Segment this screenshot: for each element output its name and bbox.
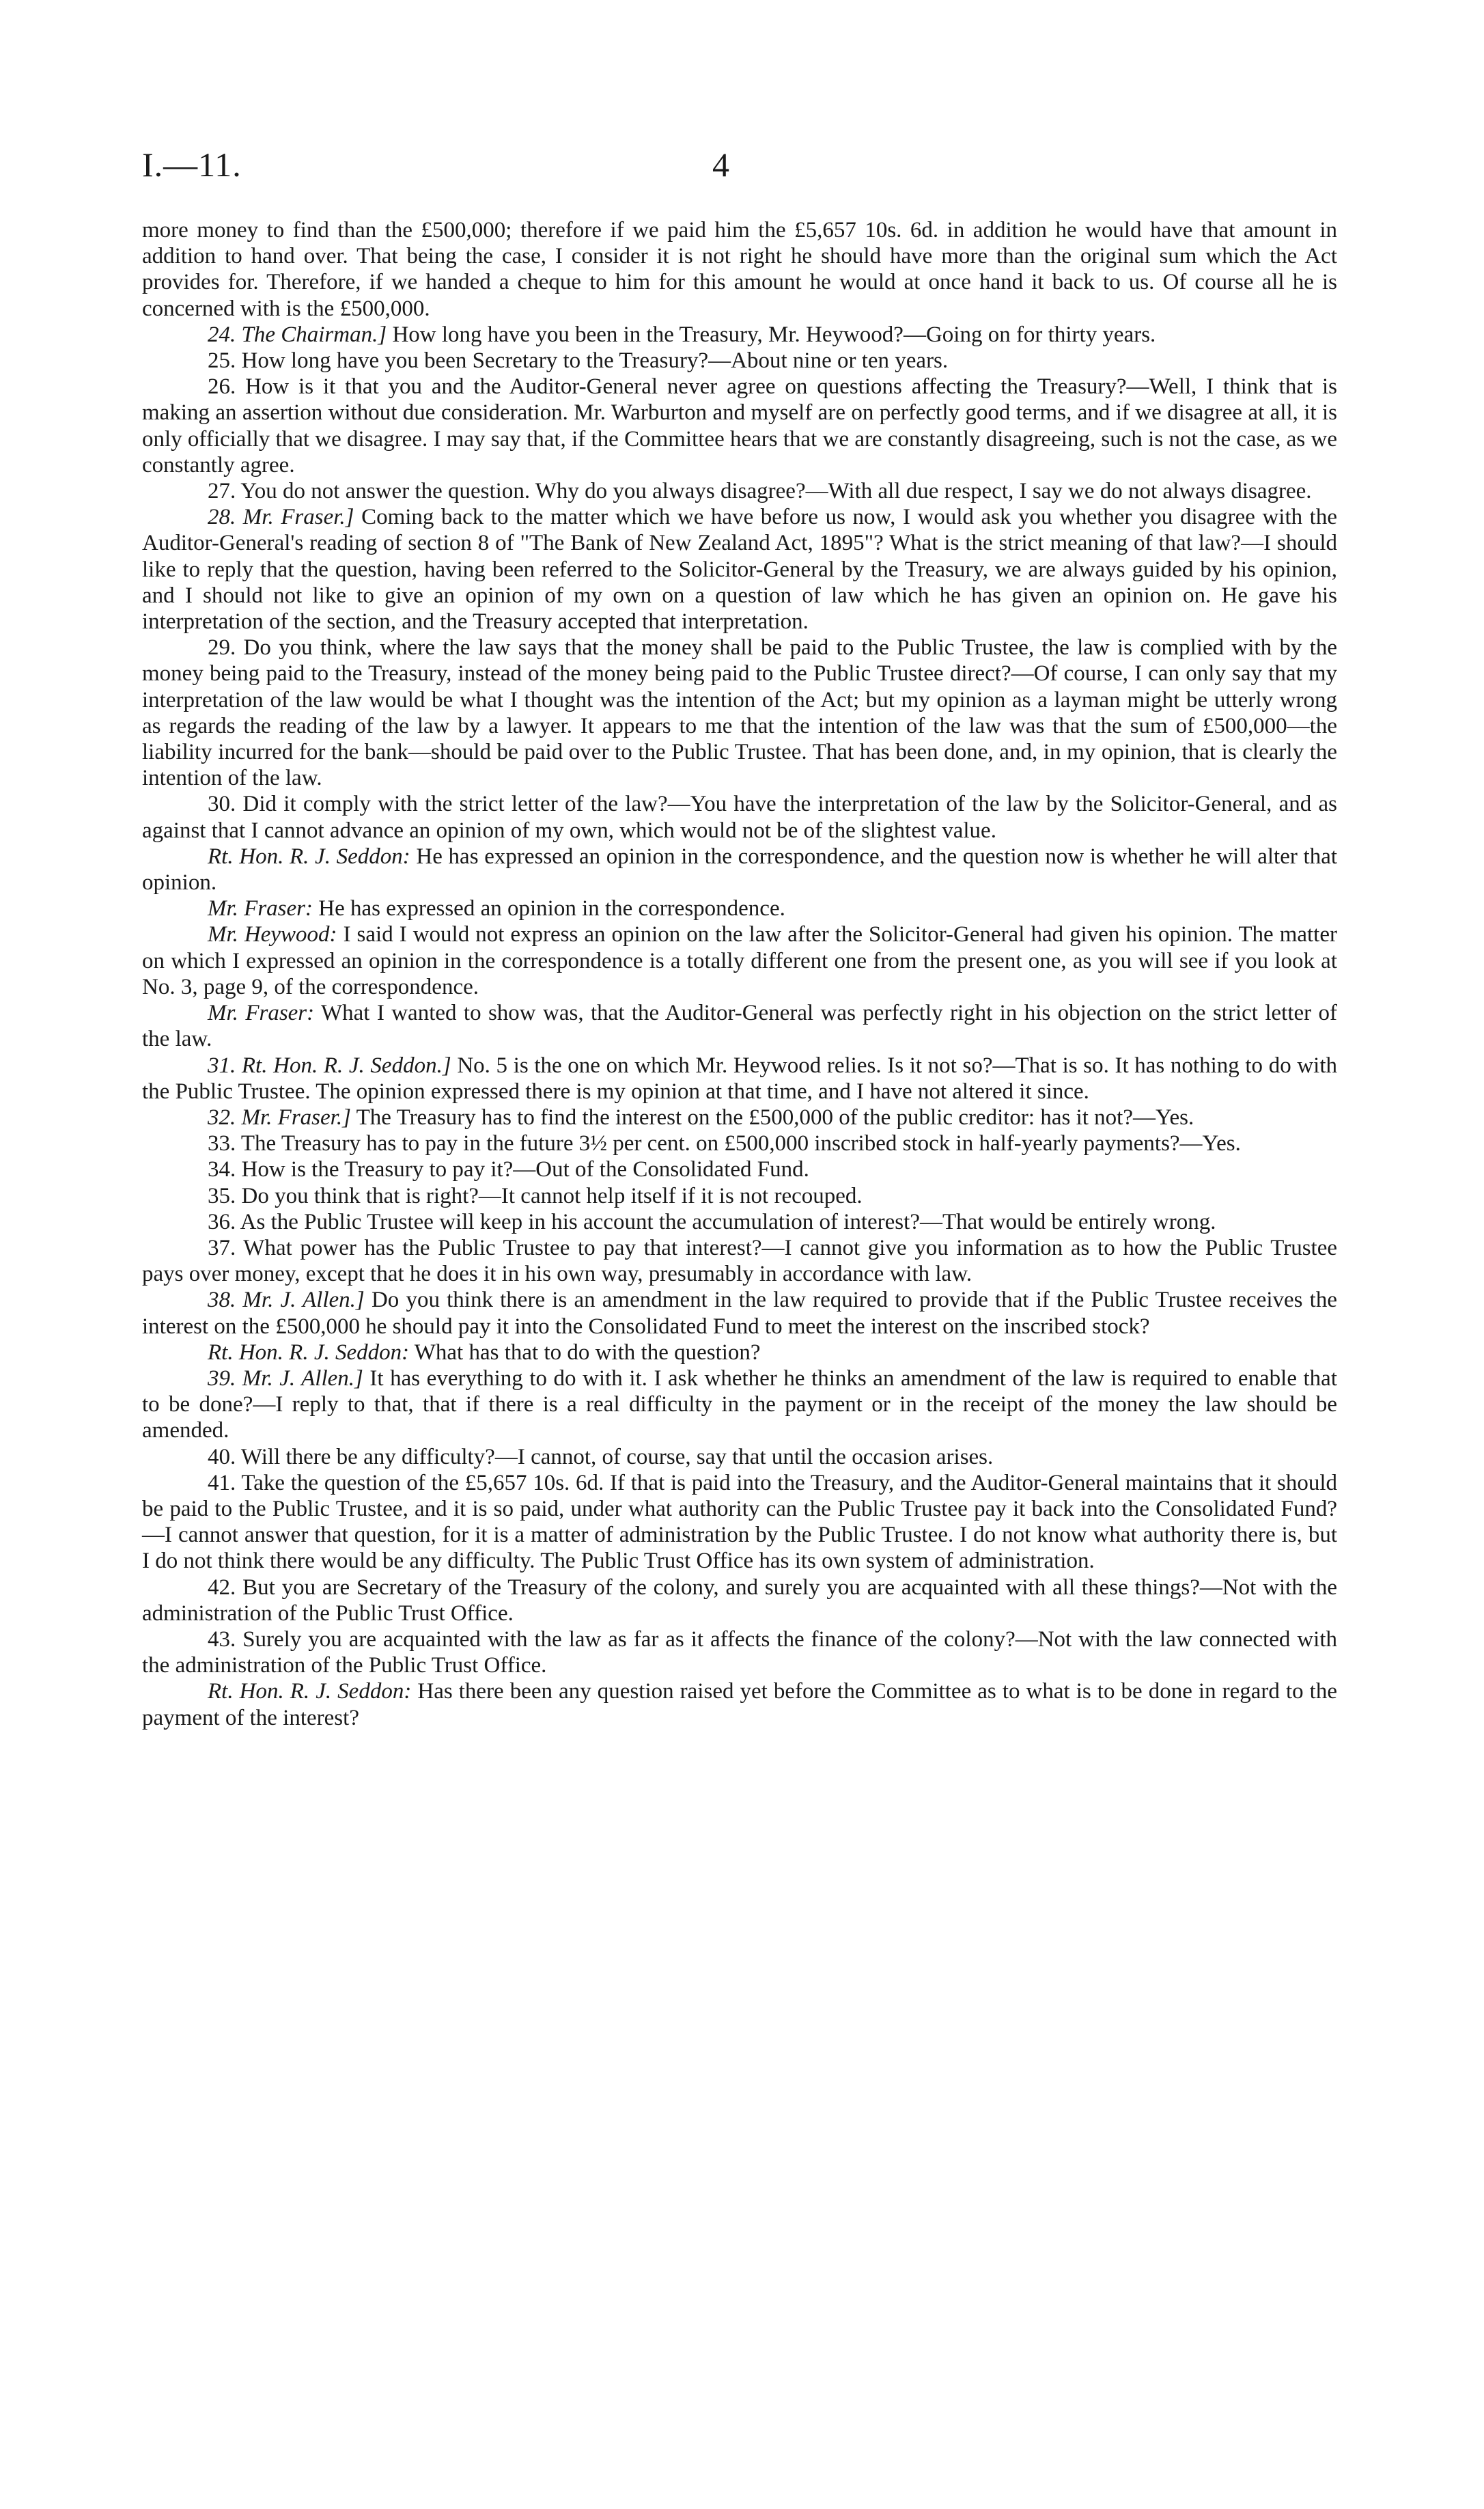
paragraph-text: 25. How long have you been Secretary to the Treasury?—About nine or ten years.: [208, 348, 949, 374]
paragraph-text: 36. As the Public Trustee will keep in his account the accumulation of interest?—That would be entirely wrong.: [208, 1209, 1216, 1234]
speaker-label: Mr. Fraser:: [208, 1001, 315, 1026]
paragraph: [142, 217, 1337, 322]
paragraph: [142, 791, 1337, 843]
paragraph-text: 41. Take the question of the £5,657 10s. 6d. If that is paid into the Treasury, and the Auditor-General maintains that it should be paid to the Public Trustee, and it is so paid, under what authority can the Public Trustee pay it back into the Consolidated Fund?—I cannot answer that question, for it is a matter of administration by the Public Trustee. I do not know what authority there is, but I do not think there would be any difficulty. The Public Trust Office has its own system of administration.: [142, 1470, 1337, 1574]
speaker-label: Rt. Hon. R. J. Seddon:: [208, 1340, 410, 1365]
paragraph: [142, 374, 1337, 478]
paragraph: [142, 896, 1337, 921]
paragraph: [142, 1131, 1337, 1156]
paragraph: [142, 1156, 1337, 1182]
paragraph-text: 42. But you are Secretary of the Treasury of the colony, and surely you are acquainted with all these things?—Not with the administration of the Public Trust Office.: [142, 1575, 1337, 1626]
paragraph-text: Has there been any question raised yet before the Committee as to what is to be done in regard to the payment of the interest?: [142, 1679, 1337, 1730]
paragraph-text: 29. Do you think, where the law says that the money shall be paid to the Public Trustee, the law is complied with by the money being paid to the Treasury, instead of the money being paid to the Public Trustee direct?—Of course, I can only say that my interpretation of the law would be what I thought was the intention of the Act; but my opinion as a layman might be utterly wrong as regards the reading of the law by a lawyer. It appears to me that the intention of the law was that the sum of £500,000—the liability incurred for the bank—should be paid over to the Public Trustee. That has been done, and, in my opinion, that is clearly the intention of the law.: [142, 635, 1337, 791]
paragraph: [142, 1287, 1337, 1339]
paragraph: [142, 1000, 1337, 1052]
speaker-label: 32. Mr. Fraser.]: [208, 1105, 351, 1130]
paragraph-text: 34. How is the Treasury to pay it?—Out of the Consolidated Fund.: [208, 1157, 809, 1182]
speaker-label: Mr. Heywood:: [208, 922, 337, 947]
speaker-label: 24. The Chairman.]: [208, 322, 387, 347]
paragraph: [142, 322, 1337, 348]
paragraph: [142, 1235, 1337, 1287]
paragraph: [142, 1053, 1337, 1105]
paragraph-text: 40. Will there be any difficulty?—I cannot, of course, say that until the occasion arises.: [208, 1444, 994, 1469]
paragraph-text: I said I would not express an opinion on the law after the Solicitor-General had given his opinion. The matter on which I expressed an opinion in the correspondence is a totally different one from the present one, as you will see if you look at No. 3, page 9, of the correspondence.: [142, 922, 1337, 999]
paragraph-text: 43. Surely you are acquainted with the law as far as it affects the finance of the colony?—Not with the law connected with the administration of the Public Trust Office.: [142, 1626, 1337, 1678]
paragraph-text: 26. How is it that you and the Auditor-General never agree on questions affecting the Treasury?—Well, I think that is making an assertion without due consideration. Mr. Warburton and myself are on perfectly good terms, and if we disagree at all, it is only officially that we disagree. I may say that, if the Committee hears that we are constantly disagreeing, such is not the case, as we constantly agree.: [142, 374, 1337, 477]
paragraph: [142, 1183, 1337, 1209]
speaker-label: Rt. Hon. R. J. Seddon:: [208, 844, 410, 869]
paragraph: [142, 635, 1337, 791]
paragraph: [142, 478, 1337, 504]
paragraph-text: 35. Do you think that is right?—It cannot help itself if it is not recouped.: [208, 1183, 863, 1208]
paragraph-text: 37. What power has the Public Trustee to pay that interest?—I cannot give you information as to how the Public Trustee pays over money, except that he does it in his own way, presumably in accordance with law.: [142, 1235, 1337, 1287]
paragraph-text: 33. The Treasury has to pay in the future 3½ per cent. on £500,000 inscribed stock in half-yearly payments?—Yes.: [208, 1131, 1241, 1156]
paragraph-text: What has that to do with the question?: [414, 1340, 761, 1365]
speaker-label: 39. Mr. J. Allen.]: [208, 1366, 363, 1391]
paragraph: [142, 1366, 1337, 1444]
speaker-label: Mr. Fraser:: [208, 896, 313, 921]
paragraph-text: How long have you been in the Treasury, Mr. Heywood?—Going on for thirty years.: [392, 322, 1156, 347]
speaker-label: Rt. Hon. R. J. Seddon:: [208, 1679, 412, 1704]
body-text: [142, 217, 1337, 1731]
paragraph: [142, 1209, 1337, 1235]
paragraph-text: No. 5 is the one on which Mr. Heywood relies. Is it not so?—That is so. It has nothing to do with the Public Trustee. The opinion expressed there is my opinion at that time, and I have not altered it since.: [142, 1053, 1338, 1104]
paragraph: [142, 1105, 1337, 1131]
paragraph-text: The Treasury has to find the interest on the £500,000 of the public creditor: has it not?—Yes.: [356, 1105, 1194, 1130]
speaker-label: 38. Mr. J. Allen.]: [208, 1288, 365, 1313]
paragraph-text: Do you think there is an amendment in the law required to provide that if the Public Trustee receives the interest on the £500,000 he should pay it into the Consolidated Fund to meet the interest on the inscribed stock?: [142, 1288, 1337, 1339]
page-header: [142, 145, 1344, 199]
paragraph-text: He has expressed an opinion in the correspondence, and the question now is whether he will alter that opinion.: [142, 844, 1338, 896]
paragraph: [142, 504, 1337, 635]
paragraph: [142, 1575, 1337, 1626]
paragraph-text: 27. You do not answer the question. Why do you always disagree?—With all due respect, I say we do not always disagree.: [208, 479, 1312, 504]
paragraph-text: 30. Did it comply with the strict letter of the law?—You have the interpretation of the law by the Solicitor-General, and as against that I cannot advance an opinion of my own, which would not be of the slightest value.: [142, 792, 1337, 843]
page-number: 4: [712, 145, 729, 184]
speaker-label: 28. Mr. Fraser.]: [208, 505, 354, 530]
paragraph: [142, 348, 1337, 374]
paragraph-text: more money to find than the £500,000; therefore if we paid him the £5,657 10s. 6d. in addition he would have that amount in addition to hand over. That being the case, I consider it is not right he should have more than the original sum which the Act provides for. Therefore, if we handed a cheque to him for this amount he would at once hand it back to us. Of course all he is concerned with is the £500,000.: [142, 218, 1337, 321]
paragraph-text: It has everything to do with it. I ask whether he thinks an amendment of the law is required to enable that to be done?—I reply to that, that if there is a real difficulty in the payment or in the receipt of the money the law should be amended.: [142, 1366, 1337, 1443]
paragraph: [142, 1678, 1337, 1730]
paragraph: [142, 1470, 1337, 1575]
paragraph-text: He has expressed an opinion in the correspondence.: [318, 896, 785, 921]
paragraph: [142, 844, 1337, 896]
paragraph: [142, 1444, 1337, 1470]
paragraph: [142, 1340, 1337, 1366]
speaker-label: 31. Rt. Hon. R. J. Seddon.]: [208, 1053, 451, 1078]
paragraph-text: What I wanted to show was, that the Auditor-General was perfectly right in his objection on the strict letter of the law.: [142, 1001, 1338, 1052]
paragraph-text: Coming back to the matter which we have before us now, I would ask you whether you disagree with the Auditor-General's reading of section 8 of "The Bank of New Zealand Act, 1895"? What is the strict meaning of that law?—I should like to reply that the question, having been referred to the Solicitor-General by the Treasury, we are always guided by his opinion, and I should not like to give an opinion of my own on a question of law which he has given an opinion on. He gave his interpretation of the section, and the Treasury accepted that interpretation.: [142, 505, 1337, 635]
paper-identifier: I.—11.: [142, 145, 242, 184]
paragraph: [142, 921, 1337, 1000]
paragraph: [142, 1626, 1337, 1678]
